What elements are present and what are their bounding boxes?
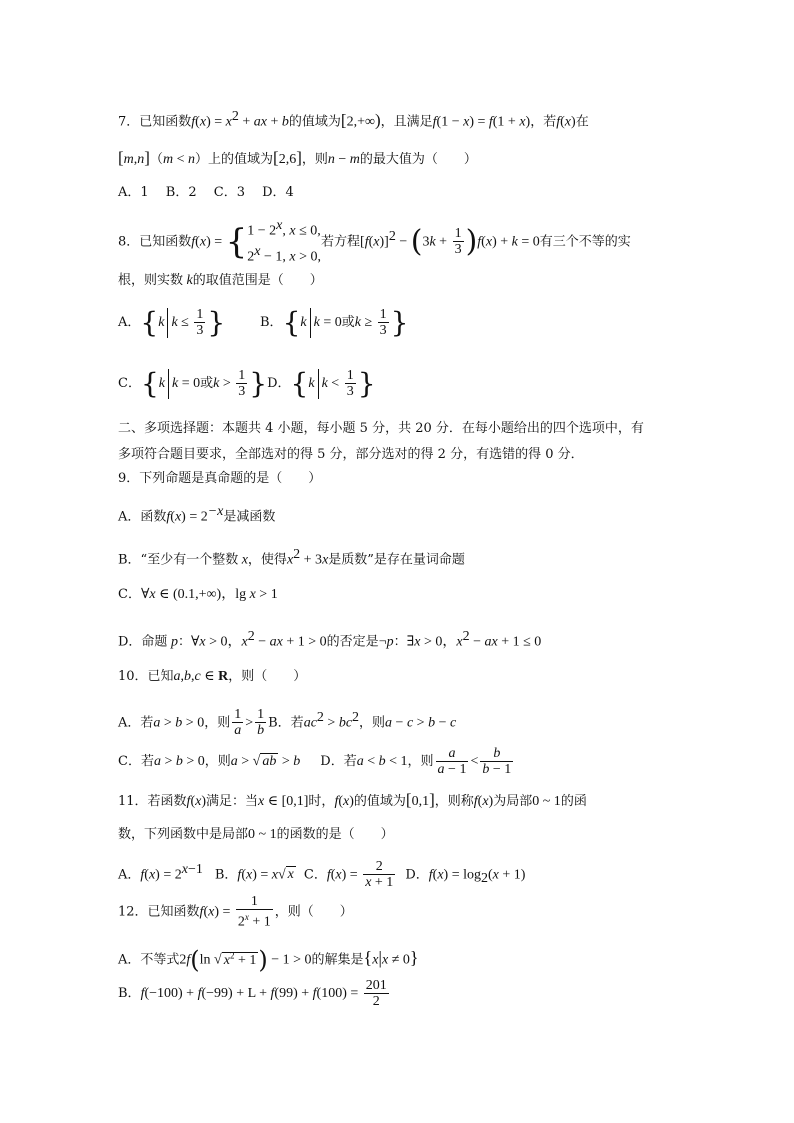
q11-line2: 数，下列函数中是局部0 ~ 1的函数的是（ ） [118, 827, 394, 842]
q8-options-ab: A．{k k ≤ $\frac{1}{3}$ } B．{k k = 0或k ≥ $\frac{1}{3}$ } [118, 305, 409, 339]
q8-line1: 8．已知函数$f(x) = \{1 - 2^x$, x ≤ 0, $2^x - 1$, x > 0,若方程$[f(x)]^2 - (3k$ + $\frac{1}{3}$ )f(x) + k = 0有三个不等的实 [118, 215, 631, 259]
q11-options: A．$f(x) = 2^{x-1}$ B．f(x) = x√ x C．f(x) = $\frac{2}{x + 1}$ D．$f(x) = \log_2(x + 1)$ [118, 859, 526, 891]
q7-options: A．1 B．2 C．3 D．4 [118, 185, 294, 200]
q9-option-a: A．函数$f(x) = 2^{-x}$是减函数 [118, 504, 276, 525]
section2-line2: 多项符合题目要求，全部选对的得 5 分，部分选对的得 2 分，有选错的得 0 分． [118, 447, 584, 462]
q7-line2: [m,n]（m < n）上的值域为[2,6]，则n − m的最大值为（ ） [118, 148, 477, 167]
q10-options-ab: A．若a > b > 0，则 $\frac{1}{a}$ > $\frac{1}{b}$ B．若$ac^2 > bc^2$，则a − c > b − c [118, 707, 457, 739]
q9-option-b: B．“至少有一个整数 x，使得$x^2 + 3x$是质数”是存在量词命题 [118, 547, 465, 568]
q7-line1: 7．已知函数$f(x) = x^2$ + ax + b的值域为[2,+∞)，且满足f(1 − x) = f(1 + x)，若f(x)在 [118, 109, 589, 130]
math: f [191, 114, 196, 130]
q12-option-a: A．不等式2f(ln √ $x^2 + 1) - 1 > 0$的解集是{x|x ≠ 0} [118, 946, 419, 975]
q9-stem: 9．下列命题是真命题的是（ ） [118, 471, 322, 486]
q10-options-cd: C．若a > b > 0，则a > √ ab > b D．若a < b < 1，则 $\frac{a}{a - 1}$ < $\frac{b}{b - 1}$ [118, 746, 512, 777]
q12-option-b: B．f(−100) + f(−99) + L + f(99) + f(100) = $\frac{201}{2}$ [118, 978, 387, 1009]
q8-options-cd: C．{k k = 0或k > $\frac{1}{3}$ }D．{k k < $\frac{1}{3}$ } [118, 366, 376, 400]
q9-option-c: C．∀x ∈ (0.1,+∞)，lg x > 1 [118, 587, 278, 602]
left-brace: { [225, 221, 248, 262]
q9-option-d: D．命题 p：∀x > 0，$x^2$ − ax + 1 > 0的否定是¬p：∃x > 0，$x^2$ − ax + 1 ≤ 0 [118, 629, 542, 650]
q8-line2: 根，则实数 k的取值范围是（ ） [118, 273, 323, 288]
q10-stem: 10．已知a,b,c ∈ R，则（ ） [118, 669, 307, 684]
q11-line1: 11．若函数f(x)满足：当x ∈ [0,1]时，f(x)的值域为[0,1]，则称f(x)为局部0 ~ 1的函 [118, 790, 587, 809]
piecewise-cases: $1 - 2^x$, x ≤ 0, $2^x - 1$, x > 0, [247, 218, 322, 265]
q12-stem: 12．已知函数f(x) = $\frac{1}{2^x + 1}$ ，则（ ） [118, 894, 353, 930]
section2-line1: 二、多项选择题：本题共 4 小题，每小题 5 分，共 20 分．在每小题给出的四个选项中，有 [118, 421, 644, 436]
